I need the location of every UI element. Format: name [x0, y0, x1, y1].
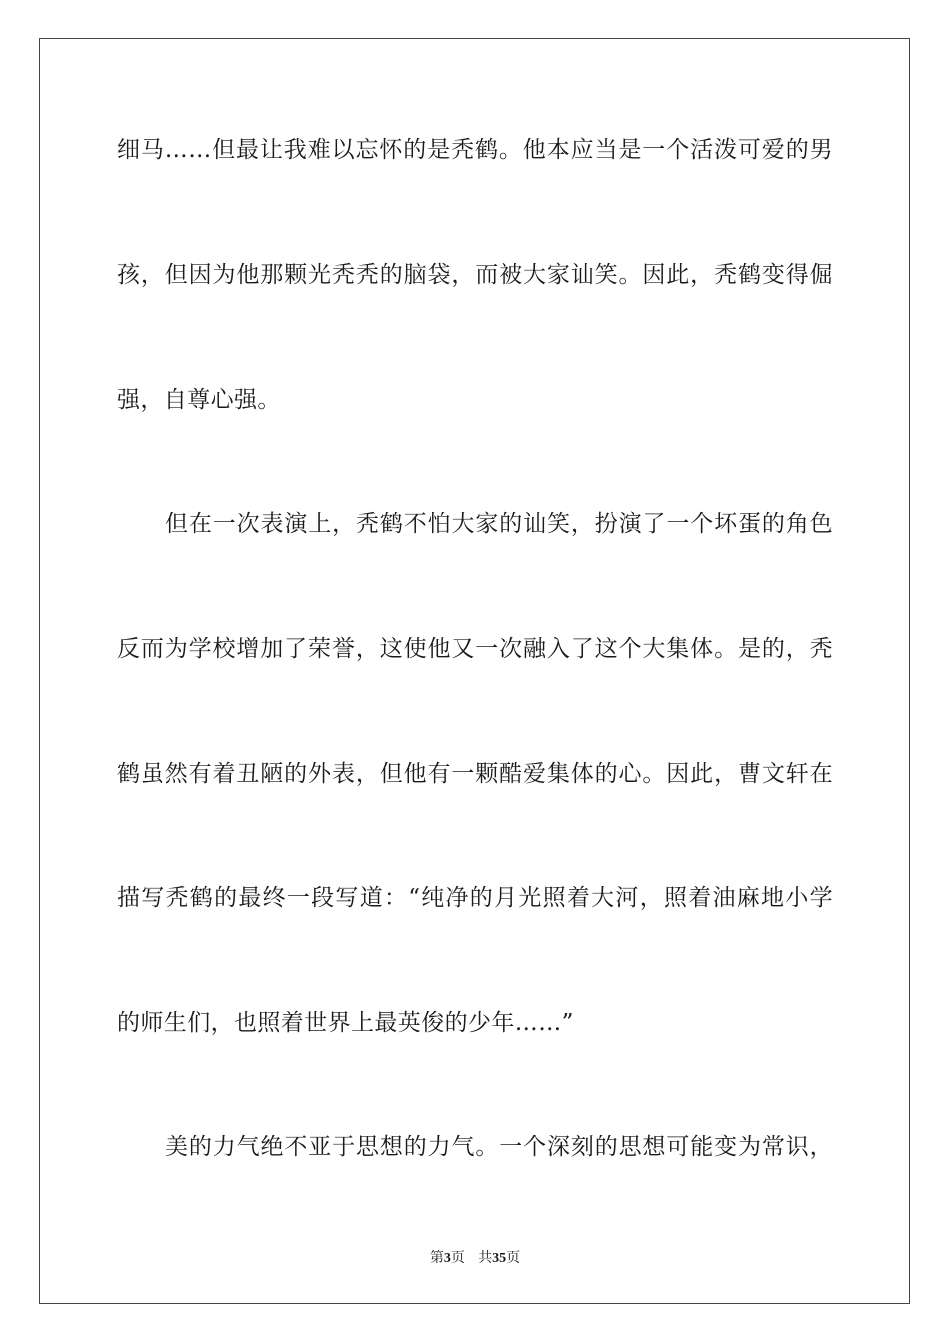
- text-line-6: 鹤虽然有着丑陋的外表，但他有一颗酷爱集体的心。因此，曹文轩在: [117, 761, 833, 787]
- text-line-3: 强，自尊心强。: [117, 387, 281, 413]
- page-suffix: 页: [450, 1250, 465, 1266]
- total-suffix: 页: [506, 1250, 521, 1266]
- page-frame: [39, 38, 910, 1304]
- text-line-8: 的师生们，也照着世界上最英俊的少年……”: [117, 1010, 574, 1036]
- text-line-5: 反而为学校增加了荣誉，这使他又一次融入了这个大集体。是的，秃: [117, 636, 833, 662]
- text-line-4: 但在一次表演上，秃鹤不怕大家的讪笑，扮演了一个坏蛋的角色: [165, 511, 833, 537]
- page-number: 3: [443, 1251, 451, 1266]
- total-prefix: 共: [478, 1250, 493, 1266]
- text-line-7: 描写秃鹤的最终一段写道：“纯净的月光照着大河，照着油麻地小学: [117, 885, 833, 911]
- page-prefix: 第: [429, 1250, 444, 1266]
- text-line-9: 美的力气绝不亚于思想的力气。一个深刻的思想可能变为常识，: [165, 1134, 833, 1160]
- text-line-2: 孩，但因为他那颗光秃秃的脑袋，而被大家讪笑。因此，秃鹤变得倔: [117, 262, 833, 288]
- text-line-1: 细马……但最让我难以忘怀的是秃鹤。他本应当是一个活泼可爱的男: [117, 137, 833, 163]
- total-pages: 35: [492, 1251, 507, 1266]
- page-footer: [0, 1248, 950, 1269]
